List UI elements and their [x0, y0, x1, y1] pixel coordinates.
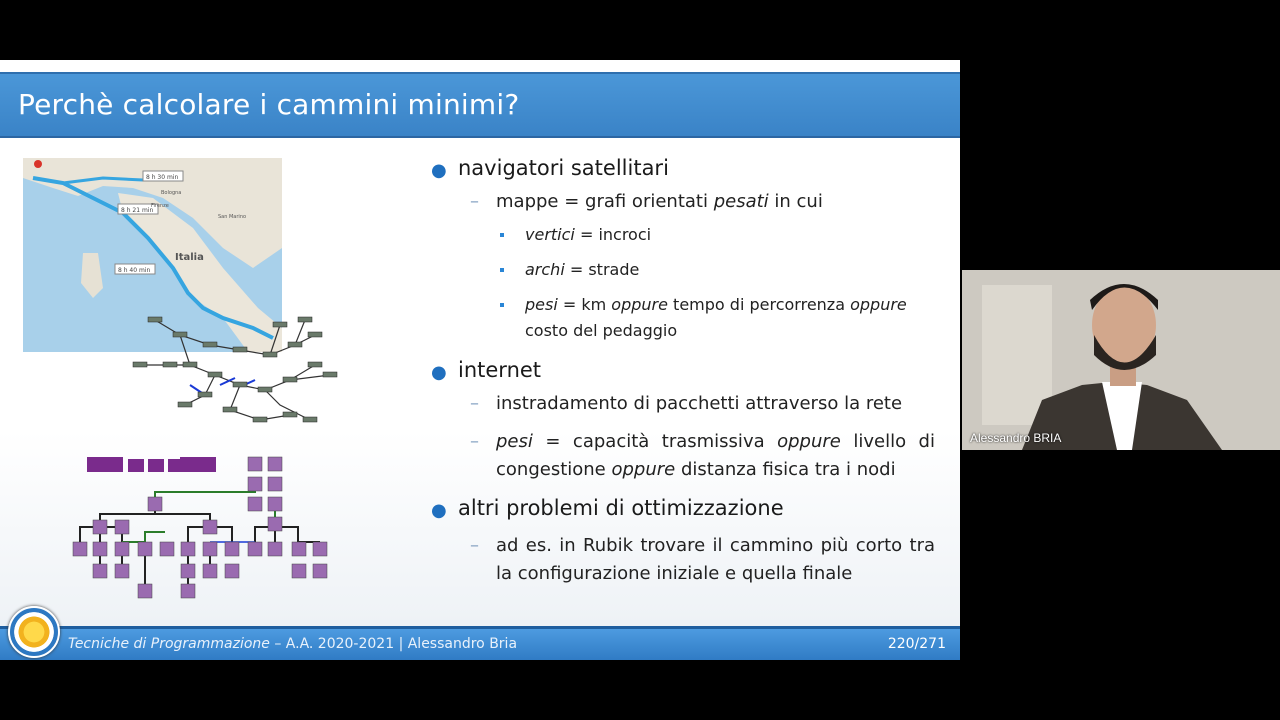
- course-name: Tecniche di Programmazione: [68, 636, 270, 652]
- text: in cui: [768, 191, 823, 212]
- bullet-list: [430, 154, 935, 588]
- slide-footer: [0, 626, 960, 660]
- map-route-label-1: 8 h 30 min: [146, 174, 179, 181]
- bullet-navigatori: ● navigatori satellitari: [431, 156, 669, 181]
- map-city-firenze: Firenze: [151, 203, 169, 209]
- sub-bullet-instradamento: – instradamento di pacchetti attraverso la rete: [470, 393, 903, 414]
- text: instradamento di pacchetti attraverso la rete: [496, 393, 903, 414]
- text: distanza fisica tra i nodi: [675, 459, 896, 480]
- bullet-text: altri problemi di ottimizzazione: [458, 496, 784, 520]
- sub-bullet-pesi: – pesi = capacità trasmissiva oppure livello di congestione oppure distanza fisica tra i nodi: [470, 431, 935, 480]
- text: tempo di percorrenza: [667, 295, 851, 314]
- bullet-ottimizzazione: ● altri problemi di ottimizzazione: [431, 496, 784, 521]
- road-graph-illustration: [130, 310, 345, 435]
- text: mappe = grafi orientati: [496, 191, 714, 212]
- sub-bullet-rubik: – ad es. in Rubik trovare il cammino più corto tra la configurazione iniziale e quella finale: [470, 535, 935, 584]
- text: = capacità trasmissiva: [532, 431, 778, 452]
- map-country-label: Italia: [175, 252, 204, 263]
- text-italic: oppure: [611, 295, 668, 314]
- text: = km: [557, 295, 612, 314]
- presenter-video: [962, 270, 1280, 450]
- bullet-internet: ● internet: [431, 358, 542, 383]
- university-logo: [8, 606, 60, 658]
- text-italic: oppure: [777, 431, 841, 452]
- text-italic: pesi: [496, 431, 533, 452]
- text-italic: pesati: [713, 191, 769, 212]
- item-vertici: [430, 222, 935, 248]
- map-city-sanmarino: San Marino: [218, 214, 247, 220]
- bullet-text: navigatori satellitari: [458, 156, 669, 180]
- slide-title: Perchè calcolare i cammini minimi?: [18, 88, 520, 121]
- title-bar: [0, 72, 960, 139]
- item-archi: [430, 257, 935, 283]
- sub-bullet-mappe: – mappe = grafi orientati pesati in cui: [470, 191, 823, 212]
- text-italic: vertici: [525, 225, 575, 244]
- map-city-bologna: Bologna: [161, 190, 182, 196]
- text: = strade: [564, 260, 640, 279]
- footer-text: [68, 636, 517, 652]
- text-italic: oppure: [611, 459, 676, 480]
- item-pesi: [430, 292, 935, 344]
- bullet-text: internet: [458, 358, 542, 382]
- text: livello di congestione: [496, 431, 935, 480]
- participant-name: Alessandro BRIA: [970, 431, 1062, 445]
- text-italic: oppure: [850, 295, 907, 314]
- text: ad es. in Rubik trovare il cammino più corto tra la configurazione iniziale e quella finale: [496, 535, 935, 584]
- text: costo del pedaggio: [525, 321, 678, 340]
- webcam-feed: [962, 270, 1280, 450]
- text-italic: archi: [525, 260, 565, 279]
- text: = incroci: [574, 225, 652, 244]
- footer-info: – A.A. 2020-2021 | Alessandro Bria: [269, 636, 518, 652]
- page-number: 220/271: [887, 636, 946, 652]
- rubik-graph-illustration: [70, 452, 335, 602]
- text-italic: pesi: [525, 295, 558, 314]
- map-route-label-3: 8 h 40 min: [118, 267, 151, 274]
- presentation-slide: [0, 60, 960, 660]
- map-route-label-2: 8 h 21 min: [121, 207, 154, 214]
